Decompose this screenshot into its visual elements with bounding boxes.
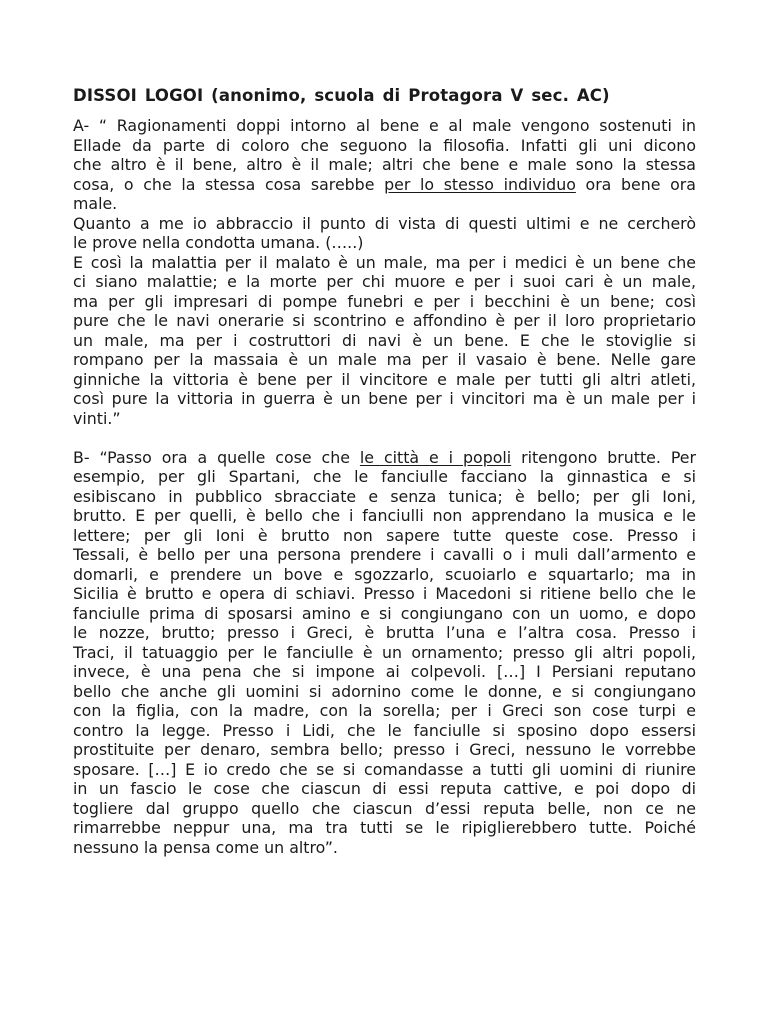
text-line: le nozze, brutto; presso i Greci, è brutta l’una e l’altra cosa. Presso i — [73, 623, 696, 642]
text-line: nessuno la pensa come un altro”. — [73, 837, 338, 857]
underlined-phrase: le città e i popoli — [359, 447, 512, 467]
text-line — [73, 175, 696, 195]
text-line: lettere; per gli Ioni è brutto non sapere tutte queste cose. Presso i — [73, 525, 696, 545]
underlined-phrase: per lo stesso individuo — [384, 174, 576, 194]
text-line: in un fascio le cose che ciascun di essi reputa cattive, e poi dopo di — [73, 779, 696, 798]
text-line: E così la malattia per il malato è un male, ma per i medici è un bene che — [73, 252, 696, 272]
text-line: ci siano malattie; e la morte per chi muore e per i suoi cari è un male, — [73, 272, 696, 291]
text-line: togliere dal gruppo quello che ciascun d’essi reputa belle, non ce ne — [73, 798, 696, 818]
section-b — [73, 448, 696, 858]
text-line: ginniche la vittoria è bene per il vincitore e male per tutti gli altri atleti, — [73, 369, 696, 389]
text-line: sposare. […] E io credo che se si comandasse a tutti gli uomini di riunire — [73, 759, 696, 779]
text-line: ma per gli impresari di pompe funebri e per i becchini è un bene; così — [73, 291, 696, 311]
text-line: Traci, il tatuaggio per le fanciulle è un ornamento; presso gli altri popoli, — [73, 642, 696, 662]
text-line: A- “ Ragionamenti doppi intorno al bene e al male vengono sostenuti in — [73, 116, 696, 135]
text-line: esibiscano in pubblico sbracciate e senza tunica; è bello; per gli Ioni, — [73, 486, 696, 506]
text-line: rompano per la massaia è un male ma per il vasaio è bene. Nelle gare — [73, 350, 696, 369]
text-line: domarli, e prendere un bove e sgozzarlo, scuoiarlo e squartarlo; ma in — [73, 564, 696, 584]
text-line: contro la legge. Presso i Lidi, che le fanciulle si sposino dopo essersi — [73, 720, 696, 740]
text-line: così pure la vittoria in guerra è un bene per i vincitori ma è un male per i — [73, 389, 696, 408]
paragraph-gap — [73, 428, 696, 448]
document-title: DISSOI LOGOI (anonimo, scuola di Protagora V sec. AC) — [73, 86, 610, 105]
text-line: fanciulle prima di sposarsi amino e si congiungano con un uomo, e dopo — [73, 603, 696, 623]
text-line: esempio, per gli Spartani, che le fanciulle facciano la ginnastica e si — [73, 467, 696, 486]
text-line: pure che le navi onerarie si scontrino e affondino è per il loro proprietario — [73, 311, 696, 330]
text-segment: ora bene ora — [575, 174, 696, 194]
text-line: Ellade da parte di coloro che seguono la filosofia. Infatti gli uni dicono — [73, 135, 696, 155]
text-line: prostituite per denaro, sembra bello; presso i Greci, nessuno le vorrebbe — [73, 740, 696, 759]
text-line: un male, ma per i costruttori di navi è un bene. E che le stoviglie si — [73, 330, 696, 350]
text-segment: ritengono brutte. Per — [511, 447, 696, 467]
text-segment: cosa, o che la stessa cosa sarebbe — [73, 174, 385, 194]
text-line — [73, 448, 696, 468]
text-line: vinti.” — [73, 408, 121, 428]
text-line: che altro è il bene, altro è il male; altri che bene e male sono la stessa — [73, 155, 696, 174]
text-line: brutto. E per quelli, è bello che i fanciulli non apprendano la musica e le — [73, 506, 696, 525]
text-line: bello che anche gli uomini si adornino come le donne, e si congiungano — [73, 681, 696, 701]
text-line: Tessali, è bello per una persona prendere i cavalli o i muli dall’armento e — [73, 545, 696, 564]
text-line: rimarrebbe neppur una, ma tra tutti se le ripiglierebbero tutte. Poiché — [73, 818, 696, 837]
text-line: Sicilia è brutto e opera di schiavi. Presso i Macedoni si ritiene bello che le — [73, 584, 696, 603]
text-line: male. — [73, 194, 118, 213]
text-line: le prove nella condotta umana. (…..) — [73, 233, 364, 252]
text-line: con la figlia, con la madre, con la sorella; per i Greci son cose turpi e — [73, 701, 696, 720]
text-line: Quanto a me io abbraccio il punto di vista di questi ultimi e ne cercherò — [73, 213, 696, 233]
section-a — [73, 116, 696, 428]
text-segment: B- “Passo ora a quelle cose che — [73, 447, 360, 467]
text-line: invece, è una pena che si impone ai colpevoli. […] I Persiani reputano — [73, 662, 696, 681]
